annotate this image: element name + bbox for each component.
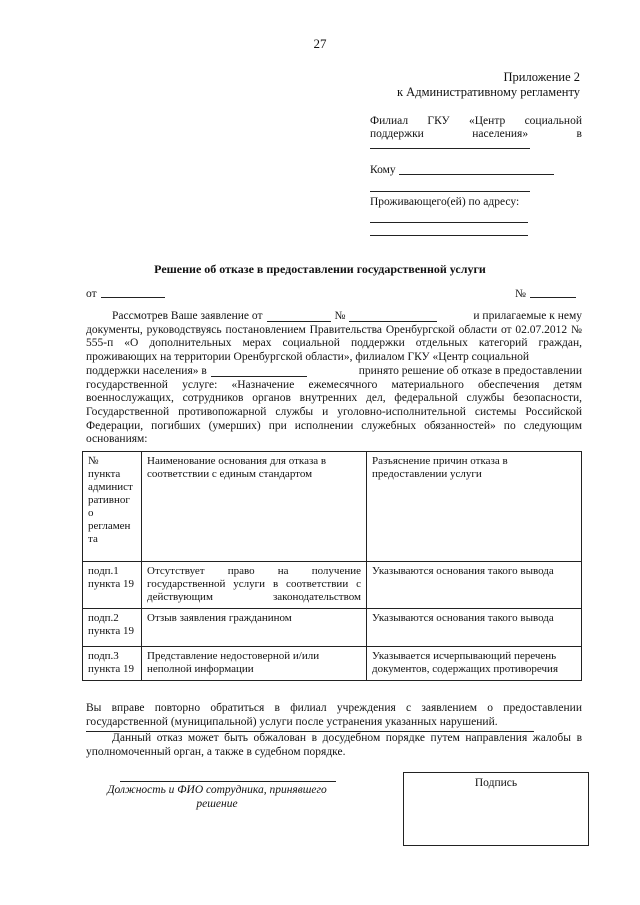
appendix-title: Приложение 2 <box>503 70 580 84</box>
branch-line-1 <box>370 115 582 128</box>
branch-line-2 <box>370 128 582 141</box>
repeat-notice: Вы вправе повторно обратиться в филиал учреждения с заявлением о предоставлении государственной (муниципальной) услуги после устранения указанных нарушений. <box>86 702 582 728</box>
table-cell: подп.3 пункта 19 <box>83 647 142 681</box>
branch-word: населения» <box>472 128 529 140</box>
residence-blank-line-2 <box>370 235 528 236</box>
table-cell: Указывается исчерпывающий перечень документов, содержащих противоречия <box>367 647 582 681</box>
table-cell: Указываются основания такого вывода <box>367 609 582 647</box>
signature-box <box>403 772 589 846</box>
application-number-blank <box>349 321 437 322</box>
table-row <box>83 647 582 681</box>
table-cell: Представление недостоверной и/или неполной информации <box>142 647 367 681</box>
position-label: Должность и ФИО сотрудника, принявшего решение <box>107 784 327 810</box>
date-field <box>86 288 165 300</box>
table-header-row <box>83 452 582 562</box>
residence-blank-line-1 <box>370 222 528 223</box>
branch-word: поддержки <box>370 128 424 140</box>
body-branch-line <box>86 365 582 379</box>
grounds-table <box>82 451 582 681</box>
header-line: № <box>88 455 99 467</box>
date-label: от <box>86 288 97 300</box>
header-line: та <box>88 533 98 545</box>
table-cell: подп.1 пункта 19 <box>83 562 142 609</box>
branch-blank-line <box>370 148 530 149</box>
branch-word: Филиал <box>370 115 409 127</box>
signature-label: Подпись <box>474 777 518 789</box>
branch-word: ГКУ <box>427 115 450 127</box>
appendix-header <box>397 70 580 100</box>
branch-word: «Центр <box>469 115 506 127</box>
appendix-subtitle: к Административному регламенту <box>396 85 580 99</box>
branch-name-blank <box>211 376 307 377</box>
branch-word: в <box>576 128 582 140</box>
application-date-blank <box>267 321 331 322</box>
table-row <box>83 562 582 609</box>
residence-label: Проживающего(ей) по адресу: <box>370 196 520 208</box>
body-paragraph: документы, руководствуясь постановлением Правительства Оренбургской области от 02.07.2012 № 555-п «О дополнительных мерах социальной поддержки отдельных категорий граждан, проживающих на территории Оренбургской области», филиалом ГКУ «Центр социальной <box>86 323 582 364</box>
body-text: и прилагаемые к нему <box>473 310 582 322</box>
table-cell: Указываются основания такого вывода <box>367 562 582 609</box>
address-block <box>370 115 582 236</box>
page-number: 27 <box>313 36 327 51</box>
header-line: регламен <box>88 520 131 532</box>
table-row <box>83 609 582 647</box>
table-header-cell: Наименование основания для отказа в соответствии с единым стандартом <box>142 452 367 562</box>
body-text: принято решение об отказе в предоставлении <box>358 364 582 377</box>
document-title: Решение об отказе в предоставлении государственной услуги <box>154 262 486 276</box>
table-header-cell <box>83 452 142 562</box>
recipient-blank-line <box>399 174 554 175</box>
number-label: № <box>515 288 526 300</box>
date-blank-line <box>101 297 165 298</box>
table-header-cell: Разъяснение причин отказа в предоставлении услуги <box>367 452 582 562</box>
table-cell: Отсутствует право на получение государственной услуги в соответствии с действующим законодательством <box>142 562 367 609</box>
branch-word: социальной <box>524 115 582 127</box>
body-paragraph: государственной услуге: «Назначение ежемесячного материального обеспечения детям военнослужащих, сотрудников органов внутренних дел, федеральной службы безопасности, Государственной противопожарной службы и уголовно-исполнительной системы Российской Федерации, погибших (умерших) при исполнении служебных обязанностей» по следующим основаниям: <box>86 378 582 446</box>
number-blank-line <box>530 297 576 298</box>
decision-body <box>86 310 582 447</box>
table-cell: Отзыв заявления гражданином <box>142 609 367 647</box>
header-line: ративног <box>88 494 130 506</box>
body-text: поддержки населения» в <box>86 364 207 377</box>
header-line: о <box>88 507 94 519</box>
body-text: Рассмотрев Ваше заявление от <box>112 310 263 322</box>
recipient-row <box>370 164 582 177</box>
body-first-line <box>86 310 582 324</box>
table-cell: подп.2 пункта 19 <box>83 609 142 647</box>
header-line: пункта <box>88 468 121 480</box>
recipient-blank-line-2 <box>370 191 530 192</box>
recipient-label: Кому <box>370 164 396 176</box>
body-text: № <box>334 310 346 322</box>
number-field <box>515 288 576 300</box>
appeal-notice: Данный отказ может быть обжалован в досудебном порядке путем направления жалобы в уполномоченный орган, а также в судебном порядке. <box>86 732 582 758</box>
position-signature-line <box>120 781 336 782</box>
header-line: админист <box>88 481 133 493</box>
